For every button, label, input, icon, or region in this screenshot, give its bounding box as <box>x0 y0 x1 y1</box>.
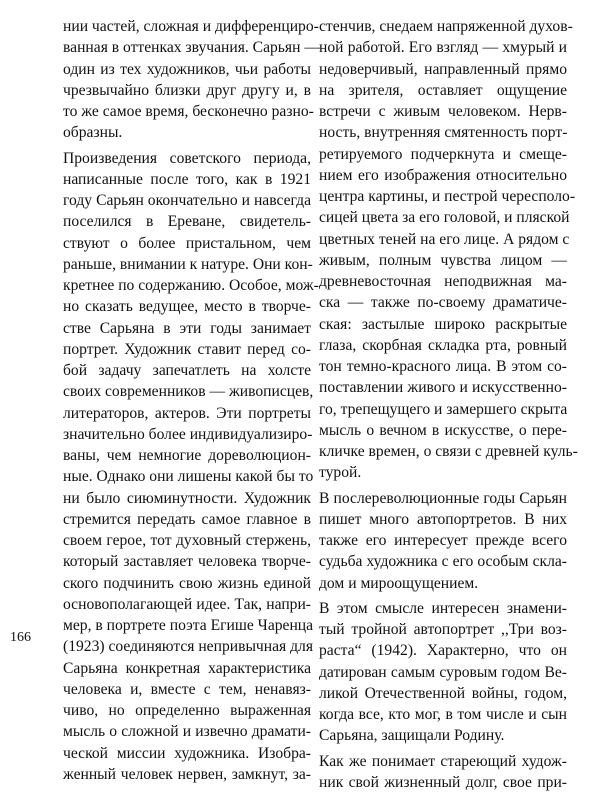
text-line: ликой Отечественной войны, годом, <box>319 684 567 702</box>
text-line: бой задачу запечатлеть на холсте <box>63 362 311 379</box>
text-line: литераторов, актеров. Эти портреты <box>63 404 311 422</box>
text-line: ская: застылые широко раскрытые <box>319 315 567 333</box>
text-line: чиво, но определенно выраженная <box>63 702 311 719</box>
text-line: основополагающей идее. Так, напри- <box>63 595 311 613</box>
text-line: Сарьяна конкретная характеристика <box>63 659 311 677</box>
text-line: недоверчивый, направленный прямо <box>319 60 567 78</box>
text-line: когда все, кто мог, в том числе и сын <box>319 706 567 723</box>
text-line: тый тройной автопортрет ,,Три воз- <box>319 621 567 638</box>
text-line: нием его изображения относительно <box>319 166 567 184</box>
right-column-paragraph <box>319 751 567 794</box>
text-line: турой. <box>319 464 362 482</box>
text-line: своем герое, тот духовный стержень, <box>63 532 311 549</box>
text-line: пишет много автопортретов. В них <box>319 510 567 528</box>
text-line: ретируемого подчеркнута и смеще- <box>319 145 567 163</box>
text-line: написанные после того, как в 1921 <box>63 170 311 188</box>
text-line: ствуют о более пристальном, чем <box>63 234 311 252</box>
text-line: поставлении живого и искусственно- <box>319 379 567 397</box>
text-line: судьба художника с его особым скла- <box>319 553 567 571</box>
text-line: ной работой. Его взгляд — хмурый и <box>319 39 567 57</box>
text-line: Произведения советского периода, <box>63 149 311 167</box>
text-line: дом и мироощущением. <box>319 574 479 592</box>
right-column-paragraph <box>319 16 578 484</box>
text-line: который заставляет человека творче- <box>63 553 311 571</box>
text-line: один из тех художников, чьи работы <box>63 60 311 78</box>
text-line: году Сарьян окончательно и навсегда <box>63 192 311 209</box>
text-line: встречи с живым человеком. Нерв- <box>319 103 567 120</box>
text-line: мысль о сложной и извечно драмати- <box>63 723 311 741</box>
text-line: но сказать ведущее, место в творче- <box>63 298 311 316</box>
text-line: го, трепещущего и замершего скрыта <box>319 400 568 418</box>
text-line: Сарьяна, защищали Родину. <box>319 727 505 745</box>
text-line: ность, внутренняя смятенность порт- <box>319 124 568 142</box>
text-line: ванная в оттенках звучания. Сарьян — <box>63 39 320 57</box>
text-line: ска — также по-своему драматиче- <box>319 294 567 312</box>
text-line: ни было сиюминутности. Художник <box>63 489 311 507</box>
text-line: кличке времен, о связи с древней куль- <box>319 443 578 460</box>
text-line: стве Сарьяна в эти годы занимает <box>63 319 311 337</box>
left-column-paragraph <box>63 148 319 786</box>
text-line: женный человек нервен, замкнут, за- <box>63 765 311 783</box>
text-line: стремится передать самое главное в <box>63 510 311 528</box>
text-line: тон темно-красного лица. В этом со- <box>319 358 567 375</box>
text-line: своих современников — живописцев, <box>63 383 314 401</box>
text-line: мер, в портрете поэта Егише Чаренца <box>63 617 314 634</box>
text-line: кретнее по содержанию. Особое, мож- <box>63 277 319 294</box>
text-line: ные. Однако они лишены какой бы то <box>63 468 314 486</box>
text-line: ваны, чем немногие дореволюцион- <box>63 447 311 464</box>
text-line: ческой миссии художника. Изобра- <box>63 744 311 762</box>
text-line: ского подчинить свою жизнь единой <box>63 574 311 592</box>
text-line: стенчив, снедаем напряженной духов- <box>319 18 573 35</box>
text-line: датирован самым суровым годом Ве- <box>319 663 567 681</box>
left-column-paragraph <box>63 16 320 144</box>
text-line: живым, полным чувства лицом — <box>319 251 567 269</box>
page-number: 166 <box>10 630 31 645</box>
text-line: на зрителя, оставляет ощущение <box>319 81 567 99</box>
text-line: глаза, скорбная складка рта, ровный <box>319 336 567 354</box>
text-line: значительно более индивидуализиро- <box>63 425 313 443</box>
text-line: нии частей, сложная и дифференциро- <box>63 18 319 35</box>
text-line: то же самое время, бесконечно разно- <box>63 103 314 120</box>
text-line: сицей цвета за его головой, и пляской <box>319 209 570 227</box>
text-line: Как же понимает стареющий худож- <box>319 752 567 770</box>
text-line: древневосточная неподвижная ма- <box>319 273 567 290</box>
text-line: образны. <box>63 124 123 142</box>
text-line: раста“ (1942). Характерно, что он <box>319 642 567 660</box>
text-line: цветных теней на его лице. А рядом с <box>319 230 570 248</box>
right-column-paragraph <box>319 488 567 594</box>
text-line: поселился в Ереване, свидетель- <box>63 213 311 231</box>
left-column <box>63 16 320 789</box>
text-line: раньше, внимании к натуре. Они кон- <box>63 255 313 273</box>
text-line: портрет. Художник ставит перед со- <box>63 340 311 358</box>
text-line: В послереволюционные годы Сарьян <box>319 489 567 507</box>
text-line: также его интересует прежде всего <box>319 532 567 549</box>
right-column-paragraph <box>319 598 567 747</box>
text-line: мысль о вечном в искусстве, о пере- <box>319 421 567 439</box>
text-line: чрезвычайно близки друг другу и, в <box>63 81 311 99</box>
text-line: В этом смысле интересен знамени- <box>319 599 567 617</box>
text-line: человека и, вместе с тем, ненавяз- <box>63 680 311 698</box>
text-line: центра картины, и пестрой чересполо- <box>319 188 576 205</box>
text-line: ник свой жизненный долг, свое при- <box>319 773 567 791</box>
text-line: (1923) соединяются непривычная для <box>63 638 313 656</box>
